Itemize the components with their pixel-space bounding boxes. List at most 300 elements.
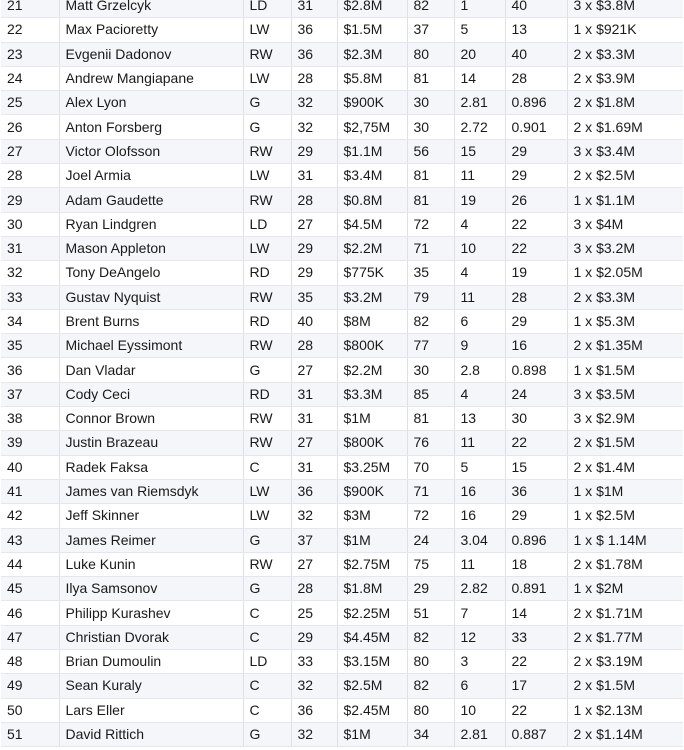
cap-hit-cell: $2.3M: [337, 42, 407, 66]
points-cell: 29: [505, 139, 567, 163]
projected-contract-cell: 2 x $2.5M: [567, 164, 683, 188]
projected-contract-cell: 2 x $1.5M: [567, 674, 683, 698]
rank-cell: 42: [1, 504, 59, 528]
position-cell: LW: [243, 164, 291, 188]
goals-cell: 20: [454, 42, 505, 66]
table-row: [1, 115, 683, 139]
age-cell: 36: [291, 42, 337, 66]
projected-contract-cell: 1 x $1.1M: [567, 188, 683, 212]
rank-cell: 41: [1, 479, 59, 503]
games-played-cell: 80: [407, 698, 454, 722]
goals-cell: 11: [454, 164, 505, 188]
games-played-cell: 81: [407, 164, 454, 188]
position-cell: C: [243, 625, 291, 649]
position-cell: RD: [243, 382, 291, 406]
cap-hit-cell: $900K: [337, 479, 407, 503]
projected-contract-cell: 2 x $1.14M: [567, 722, 683, 746]
games-played-cell: 72: [407, 504, 454, 528]
cap-hit-cell: $2.2M: [337, 358, 407, 382]
age-cell: 28: [291, 66, 337, 90]
rank-cell: 35: [1, 334, 59, 358]
cap-hit-cell: $8M: [337, 309, 407, 333]
player-name-cell: Connor Brown: [59, 407, 243, 431]
age-cell: 29: [291, 139, 337, 163]
player-name-cell: Max Pacioretty: [59, 18, 243, 42]
rank-cell: 29: [1, 188, 59, 212]
cap-hit-cell: $775K: [337, 261, 407, 285]
cap-hit-cell: $3M: [337, 504, 407, 528]
points-cell: 0.896: [505, 528, 567, 552]
table-row: [1, 601, 683, 625]
games-played-cell: 82: [407, 309, 454, 333]
player-name-cell: Joel Armia: [59, 164, 243, 188]
cap-hit-cell: $800K: [337, 334, 407, 358]
projected-contract-cell: 3 x $3.5M: [567, 382, 683, 406]
rank-cell: 40: [1, 455, 59, 479]
goals-cell: 1: [454, 0, 505, 18]
cap-hit-cell: $1.1M: [337, 139, 407, 163]
rank-cell: 43: [1, 528, 59, 552]
projected-contract-cell: 2 x $1.71M: [567, 601, 683, 625]
games-played-cell: 81: [407, 66, 454, 90]
table-row: [1, 188, 683, 212]
points-cell: 16: [505, 334, 567, 358]
points-cell: 22: [505, 698, 567, 722]
games-played-cell: 85: [407, 382, 454, 406]
age-cell: 35: [291, 285, 337, 309]
rank-cell: 26: [1, 115, 59, 139]
position-cell: RW: [243, 334, 291, 358]
age-cell: 31: [291, 382, 337, 406]
age-cell: 29: [291, 261, 337, 285]
player-name-cell: Victor Olofsson: [59, 139, 243, 163]
cap-hit-cell: $2.8M: [337, 0, 407, 18]
projected-contract-cell: 3 x $3.4M: [567, 139, 683, 163]
rank-cell: 50: [1, 698, 59, 722]
rank-cell: 24: [1, 66, 59, 90]
goals-cell: 14: [454, 66, 505, 90]
cap-hit-cell: $0.8M: [337, 188, 407, 212]
games-played-cell: 71: [407, 479, 454, 503]
games-played-cell: 56: [407, 139, 454, 163]
table-row: [1, 455, 683, 479]
points-cell: 22: [505, 236, 567, 260]
position-cell: C: [243, 455, 291, 479]
rank-cell: 21: [1, 0, 59, 18]
table-row: [1, 650, 683, 674]
position-cell: LD: [243, 212, 291, 236]
position-cell: RW: [243, 285, 291, 309]
goals-cell: 4: [454, 261, 505, 285]
projected-contract-cell: 1 x $921K: [567, 18, 683, 42]
position-cell: RD: [243, 261, 291, 285]
points-cell: 28: [505, 66, 567, 90]
player-name-cell: Anton Forsberg: [59, 115, 243, 139]
goals-cell: 11: [454, 431, 505, 455]
position-cell: LW: [243, 236, 291, 260]
cap-hit-cell: $2.5M: [337, 674, 407, 698]
rank-cell: 45: [1, 577, 59, 601]
points-cell: 26: [505, 188, 567, 212]
projected-contract-cell: 2 x $3.19M: [567, 650, 683, 674]
goals-cell: 16: [454, 504, 505, 528]
age-cell: 36: [291, 479, 337, 503]
age-cell: 32: [291, 115, 337, 139]
projected-contract-cell: 3 x $4M: [567, 212, 683, 236]
table-row: [1, 528, 683, 552]
player-name-cell: Matt Grzelcyk: [59, 0, 243, 18]
projected-contract-cell: 2 x $3.9M: [567, 66, 683, 90]
cap-hit-cell: $900K: [337, 91, 407, 115]
position-cell: RW: [243, 407, 291, 431]
projected-contract-cell: 1 x $1.5M: [567, 358, 683, 382]
cap-hit-cell: $1M: [337, 722, 407, 746]
goals-cell: 6: [454, 674, 505, 698]
points-cell: 0.887: [505, 722, 567, 746]
projected-contract-cell: 1 x $2.05M: [567, 261, 683, 285]
cap-hit-cell: $5.8M: [337, 66, 407, 90]
points-cell: 22: [505, 212, 567, 236]
player-name-cell: Justin Brazeau: [59, 431, 243, 455]
age-cell: 27: [291, 431, 337, 455]
goals-cell: 10: [454, 236, 505, 260]
points-cell: 22: [505, 650, 567, 674]
games-played-cell: 72: [407, 212, 454, 236]
player-name-cell: Brian Dumoulin: [59, 650, 243, 674]
free-agent-table: [1, 0, 683, 747]
projected-contract-cell: 2 x $1.69M: [567, 115, 683, 139]
points-cell: 36: [505, 479, 567, 503]
goals-cell: 2.8: [454, 358, 505, 382]
player-name-cell: Alex Lyon: [59, 91, 243, 115]
cap-hit-cell: $4.45M: [337, 625, 407, 649]
projected-contract-cell: 2 x $1.35M: [567, 334, 683, 358]
table-row: [1, 91, 683, 115]
cap-hit-cell: $1.8M: [337, 577, 407, 601]
points-cell: 0.898: [505, 358, 567, 382]
position-cell: LW: [243, 66, 291, 90]
player-name-cell: Evgenii Dadonov: [59, 42, 243, 66]
projected-contract-cell: 1 x $ 1.14M: [567, 528, 683, 552]
table-row: [1, 212, 683, 236]
table-row: [1, 698, 683, 722]
projected-contract-cell: 2 x $1.5M: [567, 431, 683, 455]
player-name-cell: James van Riemsdyk: [59, 479, 243, 503]
player-name-cell: Dan Vladar: [59, 358, 243, 382]
position-cell: LW: [243, 504, 291, 528]
points-cell: 14: [505, 601, 567, 625]
points-cell: 40: [505, 0, 567, 18]
age-cell: 31: [291, 407, 337, 431]
projected-contract-cell: 2 x $3.3M: [567, 285, 683, 309]
position-cell: RW: [243, 431, 291, 455]
points-cell: 13: [505, 18, 567, 42]
projected-contract-cell: 1 x $2M: [567, 577, 683, 601]
cap-hit-cell: $3.4M: [337, 164, 407, 188]
table-row: [1, 674, 683, 698]
rank-cell: 25: [1, 91, 59, 115]
cap-hit-cell: $2.25M: [337, 601, 407, 625]
goals-cell: 7: [454, 601, 505, 625]
points-cell: 40: [505, 42, 567, 66]
points-cell: 29: [505, 164, 567, 188]
age-cell: 40: [291, 309, 337, 333]
points-cell: 18: [505, 552, 567, 576]
table-row: [1, 18, 683, 42]
age-cell: 36: [291, 18, 337, 42]
points-cell: 22: [505, 431, 567, 455]
rank-cell: 33: [1, 285, 59, 309]
table-row: [1, 504, 683, 528]
cap-hit-cell: $2,75M: [337, 115, 407, 139]
points-cell: 24: [505, 382, 567, 406]
position-cell: RW: [243, 188, 291, 212]
player-name-cell: Tony DeAngelo: [59, 261, 243, 285]
games-played-cell: 70: [407, 455, 454, 479]
table-row: [1, 139, 683, 163]
position-cell: C: [243, 674, 291, 698]
goals-cell: 4: [454, 382, 505, 406]
age-cell: 27: [291, 212, 337, 236]
cap-hit-cell: $2.75M: [337, 552, 407, 576]
games-played-cell: 82: [407, 674, 454, 698]
table-row: [1, 407, 683, 431]
table-row: [1, 236, 683, 260]
table-row: [1, 431, 683, 455]
rank-cell: 38: [1, 407, 59, 431]
games-played-cell: 80: [407, 650, 454, 674]
games-played-cell: 80: [407, 42, 454, 66]
table-row: [1, 42, 683, 66]
table-row: [1, 309, 683, 333]
goals-cell: 12: [454, 625, 505, 649]
projected-contract-cell: 2 x $1.8M: [567, 91, 683, 115]
player-name-cell: Philipp Kurashev: [59, 601, 243, 625]
table-row: [1, 552, 683, 576]
projected-contract-cell: 2 x $1.4M: [567, 455, 683, 479]
points-cell: 0.901: [505, 115, 567, 139]
games-played-cell: 81: [407, 407, 454, 431]
rank-cell: 46: [1, 601, 59, 625]
games-played-cell: 35: [407, 261, 454, 285]
player-name-cell: Lars Eller: [59, 698, 243, 722]
table-row: [1, 625, 683, 649]
cap-hit-cell: $2.2M: [337, 236, 407, 260]
position-cell: RW: [243, 42, 291, 66]
goals-cell: 11: [454, 552, 505, 576]
projected-contract-cell: 2 x $1.78M: [567, 552, 683, 576]
rank-cell: 48: [1, 650, 59, 674]
cap-hit-cell: $4.5M: [337, 212, 407, 236]
table-body: [1, 0, 683, 747]
rank-cell: 47: [1, 625, 59, 649]
games-played-cell: 24: [407, 528, 454, 552]
goals-cell: 5: [454, 18, 505, 42]
goals-cell: 10: [454, 698, 505, 722]
projected-contract-cell: 1 x $2.13M: [567, 698, 683, 722]
goals-cell: 2.81: [454, 91, 505, 115]
position-cell: LW: [243, 18, 291, 42]
age-cell: 31: [291, 0, 337, 18]
games-played-cell: 30: [407, 91, 454, 115]
points-cell: 15: [505, 455, 567, 479]
rank-cell: 51: [1, 722, 59, 746]
player-name-cell: Andrew Mangiapane: [59, 66, 243, 90]
games-played-cell: 51: [407, 601, 454, 625]
age-cell: 25: [291, 601, 337, 625]
age-cell: 29: [291, 236, 337, 260]
position-cell: G: [243, 91, 291, 115]
age-cell: 32: [291, 674, 337, 698]
table-row: [1, 358, 683, 382]
games-played-cell: 34: [407, 722, 454, 746]
table-row: [1, 577, 683, 601]
goals-cell: 9: [454, 334, 505, 358]
rank-cell: 28: [1, 164, 59, 188]
cap-hit-cell: $3.15M: [337, 650, 407, 674]
cap-hit-cell: $3.2M: [337, 285, 407, 309]
player-name-cell: Sean Kuraly: [59, 674, 243, 698]
goals-cell: 2.81: [454, 722, 505, 746]
position-cell: RW: [243, 552, 291, 576]
age-cell: 28: [291, 188, 337, 212]
games-played-cell: 77: [407, 334, 454, 358]
age-cell: 32: [291, 91, 337, 115]
goals-cell: 3: [454, 650, 505, 674]
points-cell: 19: [505, 261, 567, 285]
position-cell: LD: [243, 0, 291, 18]
player-name-cell: Jeff Skinner: [59, 504, 243, 528]
points-cell: 29: [505, 504, 567, 528]
age-cell: 32: [291, 504, 337, 528]
projected-contract-cell: 2 x $1.77M: [567, 625, 683, 649]
goals-cell: 16: [454, 479, 505, 503]
goals-cell: 4: [454, 212, 505, 236]
player-name-cell: Gustav Nyquist: [59, 285, 243, 309]
player-name-cell: Mason Appleton: [59, 236, 243, 260]
age-cell: 28: [291, 334, 337, 358]
position-cell: G: [243, 358, 291, 382]
age-cell: 31: [291, 455, 337, 479]
games-played-cell: 29: [407, 577, 454, 601]
rank-cell: 44: [1, 552, 59, 576]
games-played-cell: 79: [407, 285, 454, 309]
player-name-cell: Christian Dvorak: [59, 625, 243, 649]
age-cell: 29: [291, 625, 337, 649]
goals-cell: 11: [454, 285, 505, 309]
table-row: [1, 479, 683, 503]
goals-cell: 5: [454, 455, 505, 479]
points-cell: 29: [505, 309, 567, 333]
games-played-cell: 82: [407, 0, 454, 18]
goals-cell: 2.82: [454, 577, 505, 601]
projected-contract-cell: 2 x $3.3M: [567, 42, 683, 66]
games-played-cell: 30: [407, 115, 454, 139]
rank-cell: 32: [1, 261, 59, 285]
rank-cell: 30: [1, 212, 59, 236]
goals-cell: 2.72: [454, 115, 505, 139]
table-row: [1, 334, 683, 358]
points-cell: 28: [505, 285, 567, 309]
games-played-cell: 37: [407, 18, 454, 42]
table-row: [1, 382, 683, 406]
games-played-cell: 76: [407, 431, 454, 455]
cap-hit-cell: $1M: [337, 528, 407, 552]
games-played-cell: 71: [407, 236, 454, 260]
projected-contract-cell: 1 x $5.3M: [567, 309, 683, 333]
games-played-cell: 81: [407, 188, 454, 212]
points-cell: 30: [505, 407, 567, 431]
player-name-cell: Ilya Samsonov: [59, 577, 243, 601]
position-cell: G: [243, 115, 291, 139]
rank-cell: 37: [1, 382, 59, 406]
player-name-cell: Michael Eyssimont: [59, 334, 243, 358]
position-cell: RD: [243, 309, 291, 333]
position-cell: G: [243, 577, 291, 601]
cap-hit-cell: $3.3M: [337, 382, 407, 406]
age-cell: 33: [291, 650, 337, 674]
projected-contract-cell: 3 x $2.9M: [567, 407, 683, 431]
cap-hit-cell: $1.5M: [337, 18, 407, 42]
position-cell: RW: [243, 139, 291, 163]
points-cell: 0.891: [505, 577, 567, 601]
projected-contract-cell: 1 x $1M: [567, 479, 683, 503]
projected-contract-cell: 3 x $3.8M: [567, 0, 683, 18]
age-cell: 28: [291, 577, 337, 601]
table-row: [1, 261, 683, 285]
projected-contract-cell: 1 x $2.5M: [567, 504, 683, 528]
player-name-cell: Radek Faksa: [59, 455, 243, 479]
age-cell: 27: [291, 552, 337, 576]
age-cell: 37: [291, 528, 337, 552]
games-played-cell: 75: [407, 552, 454, 576]
goals-cell: 3.04: [454, 528, 505, 552]
cap-hit-cell: $800K: [337, 431, 407, 455]
rank-cell: 39: [1, 431, 59, 455]
age-cell: 32: [291, 722, 337, 746]
projected-contract-cell: 3 x $3.2M: [567, 236, 683, 260]
goals-cell: 13: [454, 407, 505, 431]
table-row: [1, 164, 683, 188]
cap-hit-cell: $2.45M: [337, 698, 407, 722]
age-cell: 31: [291, 164, 337, 188]
games-played-cell: 30: [407, 358, 454, 382]
player-name-cell: Cody Ceci: [59, 382, 243, 406]
player-name-cell: James Reimer: [59, 528, 243, 552]
rank-cell: 27: [1, 139, 59, 163]
rank-cell: 22: [1, 18, 59, 42]
position-cell: G: [243, 722, 291, 746]
goals-cell: 19: [454, 188, 505, 212]
points-cell: 0.896: [505, 91, 567, 115]
games-played-cell: 82: [407, 625, 454, 649]
cap-hit-cell: $3.25M: [337, 455, 407, 479]
table-row: [1, 285, 683, 309]
rank-cell: 49: [1, 674, 59, 698]
position-cell: C: [243, 601, 291, 625]
age-cell: 36: [291, 698, 337, 722]
position-cell: LW: [243, 479, 291, 503]
goals-cell: 6: [454, 309, 505, 333]
player-name-cell: Adam Gaudette: [59, 188, 243, 212]
points-cell: 17: [505, 674, 567, 698]
position-cell: G: [243, 528, 291, 552]
player-name-cell: Ryan Lindgren: [59, 212, 243, 236]
goals-cell: 15: [454, 139, 505, 163]
points-cell: 33: [505, 625, 567, 649]
table-row: [1, 722, 683, 746]
rank-cell: 36: [1, 358, 59, 382]
